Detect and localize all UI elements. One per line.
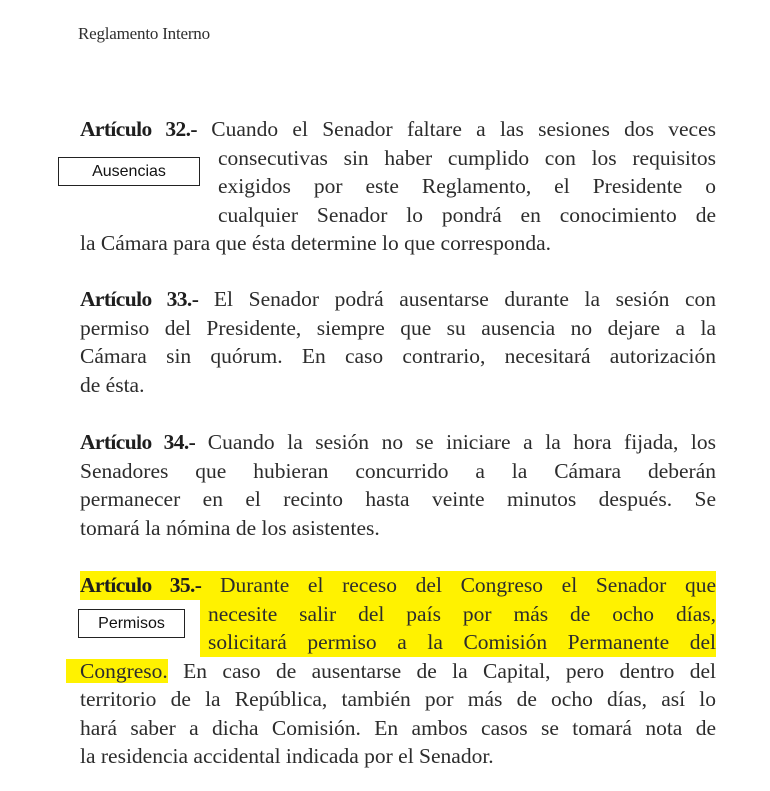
article-32-line-3: exigidos por este Reglamento, el Presidente o [218, 174, 716, 198]
article-34-line-2: Senadores que hubieran concurrido a la Cámara deberán [80, 458, 716, 483]
document-header: Reglamento Interno [78, 24, 210, 43]
article-35 [80, 571, 716, 771]
article-35-line-1-highlighted: Artículo 35.- Durante el receso del Congreso el Senador que [80, 571, 716, 600]
article-33-line-1: Artículo 33.- El Senador podrá ausentarse durante la sesión con [80, 287, 717, 311]
article-35-line-7: la residencia accidental indicada por el Senador. [80, 744, 494, 768]
article-34 [80, 428, 716, 542]
highlight-segment: Congreso. [66, 659, 168, 683]
article-33-label: Artículo 33.- [80, 287, 199, 311]
article-35-label: Artículo 35.- [80, 573, 202, 597]
article-33 [80, 285, 716, 399]
article-35-line-4: Congreso. En caso de ausentarse de la Capital, pero dentro del [66, 657, 716, 686]
article-33-line-3: Cámara sin quórum. En caso contrario, necesitará autorización [80, 344, 716, 368]
article-33-line-4: de ésta. [80, 372, 145, 397]
article-32-line-2: consecutivas sin haber cumplido con los requisitos [218, 145, 716, 170]
ausencias-margin-tag: Ausencias [58, 157, 200, 186]
article-34-line-3: permanecer en el recinto hasta veinte minutos después. Se [80, 487, 716, 511]
article-33-line-2: permiso del Presidente, siempre que su ausencia no dejare a la [80, 315, 716, 340]
article-34-line-4: tomará la nómina de los asistentes. [80, 515, 380, 540]
article-35-line-5: territorio de la República, también por más de ocho días, así lo [80, 687, 716, 711]
article-32-line-4: cualquier Senador lo pondrá en conocimiento de [218, 202, 716, 227]
article-32-label: Artículo 32.- [80, 117, 197, 141]
article-32-line-5: la Cámara para que ésta determine lo que corresponda. [80, 231, 551, 255]
article-34-label: Artículo 34.- [80, 430, 196, 454]
highlight-segment: necesite salir del país por más de ocho días, [200, 600, 716, 629]
highlight-segment: solicitará permiso a la Comisión Permanente del [200, 628, 716, 657]
article-32 [80, 115, 716, 258]
permisos-margin-tag: Permisos [78, 609, 185, 638]
article-34-line-1: Artículo 34.- Cuando la sesión no se iniciare a la hora fijada, los [80, 430, 717, 454]
article-32-line-1: Artículo 32.- Cuando el Senador faltare a las sesiones dos veces [80, 117, 716, 141]
article-35-line-6: hará saber a dicha Comisión. En ambos casos se tomará nota de [80, 715, 716, 740]
